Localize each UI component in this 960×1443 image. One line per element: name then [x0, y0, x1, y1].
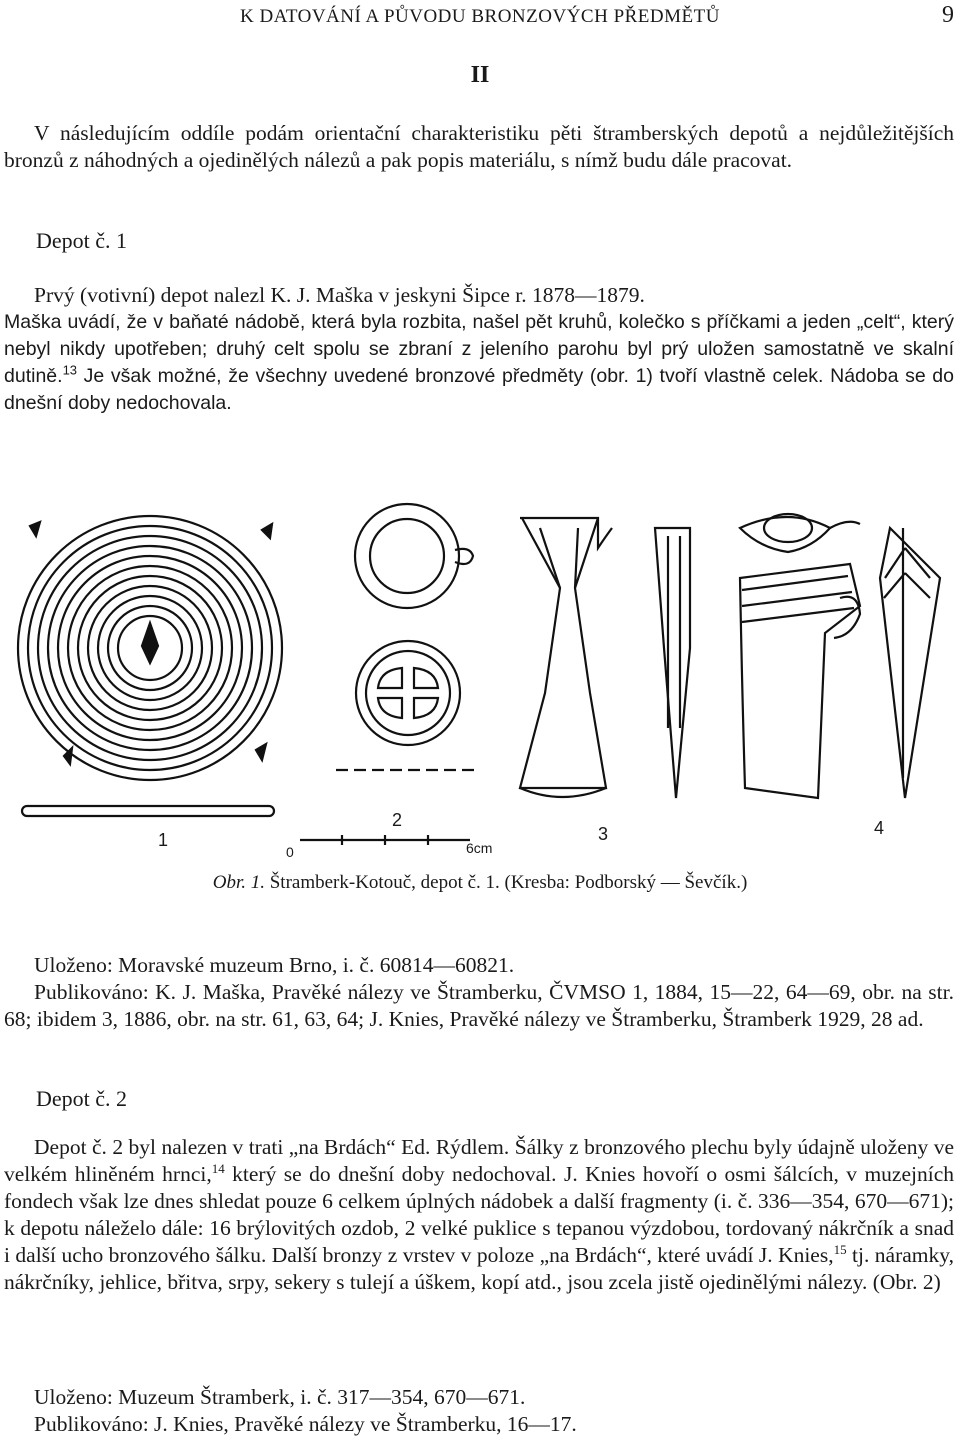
page-number: 9 — [942, 2, 954, 28]
scale-label-end: 6cm — [466, 840, 493, 856]
footnote-ref-14: 14 — [211, 1160, 225, 1176]
depot2-body-b: který se do dnešní doby nedochoval. J. Knies hovoří o osmi šálcích, v muzejních fondech však lze dnes shledat pouze 6 celkem úplných nádobek a další fragmenty (i. č. 336—354, 670—671); k depotu náleželo dále: 16 brýlovitých ozdob, 2 velké puklice s tepanou výzdobou, tordovaný nákrčník a snad i další ucho bronzového šálku. Další bronzy z vrstev v poloze „na Brdách“, které uvádí J. Knies, — [4, 1162, 954, 1267]
celt-drawing — [520, 518, 612, 797]
depot1-line1: Prvý (votivní) depot nalezl K. J. Maška v jeskyni Šipce r. 1878—1879. — [34, 283, 645, 307]
figure-label-3: 3 — [598, 824, 609, 844]
depot2-heading: Depot č. 2 — [36, 1086, 128, 1111]
figure-label-1: 1 — [158, 830, 169, 850]
depot2-stored: Uloženo: Muzeum Štramberk, i. č. 317—354, 670—671. — [34, 1385, 526, 1409]
caption-prefix: Obr. 1. — [212, 872, 265, 893]
socketed-axe-drawing — [740, 514, 860, 798]
depot2-body-c: tj. náramky, nákrčníky, jehlice, břitva, srpy, sekery s tulejí a úškem, kopí atd., jsou zcela jistě ojedinělými nálezy. (Obr. 2) — [4, 1243, 954, 1294]
depot1-published: Publikováno: K. J. Maška, Pravěké nálezy ve Štramberku, ČVMSO 1, 1884, 15—22, 64—69, obr. na str. 68; ibidem 3, 1886, obr. na str. 61, 63, 64; J. Knies, Pravěké nálezy ve Štramberku, Štramberk 1929, 28 ad. — [4, 980, 954, 1031]
figure-1 — [0, 488, 960, 858]
page-header — [0, 2, 960, 32]
depot2-body-a: Depot č. 2 byl nalezen v trati „na Brdách“ Ed. Rýdlem. Šálky z bronzového plechu byly údajně uloženy ve velkém hliněném hrnci, — [4, 1135, 954, 1186]
caption-text: Štramberk-Kotouč, depot č. 1. (Kresba: Podborský — Ševčík.) — [264, 872, 748, 893]
figure-label-4: 4 — [874, 818, 885, 838]
footnote-ref-15: 15 — [833, 1241, 847, 1257]
spiral-disc-drawing — [18, 516, 282, 816]
depot2-body — [4, 1134, 954, 1296]
depot1-body-text: Maška uvádí, že v baňaté nádobě, která byla rozbita, našel pět kruhů, kolečko s příčkami a jeden „celt“, který nebyl nikdy upotřeben; druhý celt spolu se zbraní z jeleního parohu byl prý uložen samostatně ve skalní dutině. — [4, 311, 954, 387]
depot2-published: Publikováno: J. Knies, Pravěké nálezy ve Štramberku, 16—17. — [34, 1412, 577, 1436]
depot1-heading: Depot č. 1 — [36, 228, 128, 253]
figure-1-drawing — [0, 488, 960, 858]
figure-caption — [0, 872, 960, 894]
scale-bar — [300, 835, 470, 845]
rings-drawing — [336, 504, 476, 770]
figure-label-2: 2 — [392, 810, 403, 830]
running-head: K DATOVÁNÍ A PŮVODU BRONZOVÝCH PŘEDMĚTŮ — [240, 6, 720, 27]
footnote-ref-13: 13 — [62, 362, 78, 378]
depot1-stored: Uloženo: Moravské muzeum Brno, i. č. 60814—60821. — [34, 953, 515, 977]
depot1-body — [4, 309, 954, 417]
section-number: II — [470, 62, 490, 88]
intro-paragraph: V následujícím oddíle podám orientační charakteristiku pěti štramberských depotů a nejdůležitějších bronzů z náhodných a ojedinělých nálezů a pak popis materiálu, s nímž budu dále pracovat. — [4, 121, 954, 172]
dagger-drawing — [655, 528, 690, 798]
spear-drawing — [880, 528, 940, 798]
scale-label-zero: 0 — [286, 844, 294, 860]
depot1-body-text-end: Je však možné, že všechny uvedené bronzové předměty (obr. 1) tvoří vlastně celek. Nádoba se do dnešní doby nedochovala. — [4, 365, 954, 414]
